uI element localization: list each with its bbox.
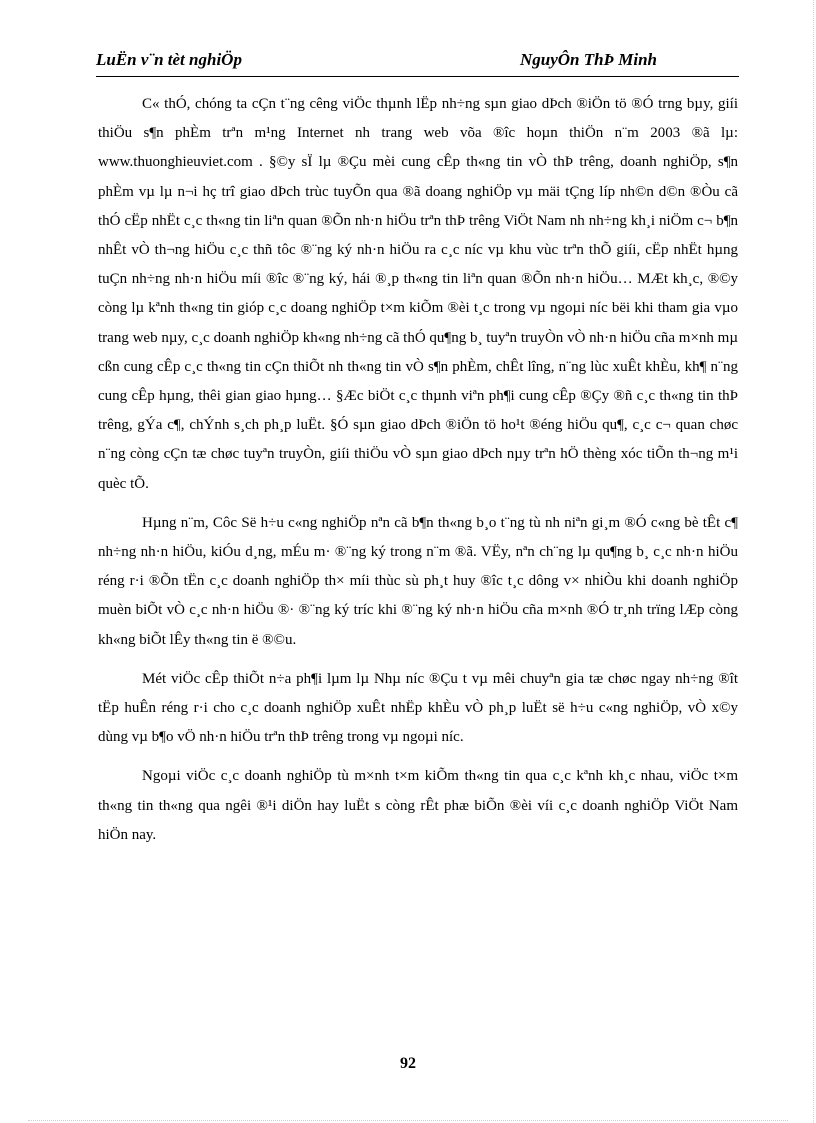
thesis-title: LuËn v¨n tèt nghiÖp <box>96 50 242 69</box>
paragraph-1: C« thÓ, chóng ta cÇn t¨ng cêng viÖc thµnh lËp nh÷ng sµn giao dÞch ®iÖn tö ®Ó trng bµy, giíi thiÖu s¶n phÈm trªn m¹ng Internet nh trang web võa ®îc hoµn thiÖn n¨m 2003 ®ã lµ: www.thuonghieuviet.com . §©y sÏ lµ ®Çu mèi cung cÊp th«ng tin vÒ thÞ trêng, doanh nghiÖp, s¶n phÈm vµ lµ n¬i hç trî giao dÞch trùc tuyÕn qua ®ã doang nghiÖp vµ mäi tÇng líp nh©n d©n ®Òu cã thÓ cËp nhËt c¸c th«ng tin liªn quan ®Õn nh·n hiÖu trªn thÞ trêng ViÖt Nam nh nh÷ng kh¸i niÖm c¬ b¶n nhÊt vÒ th¬ng hiÖu c¸c thñ tôc ®¨ng ký nh·n hiÖu ra c¸c níc vµ khu vùc trªn thÕ giíi, cËp nhËt hµng tuÇn nh÷ng nh·n hiÖu míi ®îc ®¨ng ký, hái ®¸p th«ng tin liªn quan ®Õn nh·n hiÖu… MÆt kh¸c, ®©y còng lµ kªnh th«ng tin gióp c¸c doang nghiÖp t×m kiÕm ®èi t¸c trong vµ ngoµi níc bëi khi tham gia vµo trang web nµy, c¸c doanh nghiÖp kh«ng nh÷ng cã thÓ qu¶ng b¸ tuyªn truyÒn vÒ nh·n hiÖu cña m×nh mµ cßn cung cÊp c¸c th«ng tin cÇn thiÕt nh th«ng tin vÒ s¶n phÈm, chÊt lîng, n¨ng lùc xuÊt khÈu, kh¶ n¨ng cung cÊp hµng, thêi gian giao hµng… §Æc biÖt c¸c thµnh viªn ph¶i cung cÊp ®Çy ®ñ c¸c th«ng tin thÞ trêng, gÝa c¶, chÝnh s¸ch ph¸p luËt. §Ó sµn giao dÞch ®iÖn tö ho¹t ®éng hiÖu qu¶, c¸c c¬ quan chøc n¨ng còng cÇn tæ chøc tuyªn truyÒn, giíi thiÖu vÒ sµn giao dÞch nµy trªn hÖ thèng xóc tiÕn th¬ng m¹i quèc tÕ. <box>98 96 738 492</box>
body-text <box>98 90 738 860</box>
header-rule <box>96 76 739 77</box>
author-name: NguyÔn ThÞ Minh <box>520 50 657 69</box>
paragraph-3: Mét viÖc cÊp thiÕt n÷a ph¶i lµm lµ Nhµ níc ®Çu t vµ mêi chuyªn gia tæ chøc ngay nh÷ng ®ît tËp huÊn réng r·i cho c¸c doanh nghiÖp xuÊt nhËp khÈu vÒ ph¸p luËt së h÷u c«ng nghiÖp, vÒ x©y dùng vµ b¶o vÖ nh·n hiÖu trªn thÞ trêng trong vµ ngoµi níc. <box>98 670 738 746</box>
paragraph-4: Ngoµi viÖc c¸c doanh nghiÖp tù m×nh t×m kiÕm th«ng tin qua c¸c kªnh kh¸c nhau, viÖc t×m th«ng tin th«ng qua ngêi ®¹i diÖn hay luËt s còng rÊt phæ biÕn ®èi víi c¸c doanh nghiÖp ViÖt Nam hiÖn nay. <box>98 768 738 843</box>
paragraph-2: Hµng n¨m, Côc Së h÷u c«ng nghiÖp nªn cã b¶n th«ng b¸o t¨ng tù nh niªn gi¸m ®Ó c«ng bè tÊt c¶ nh÷ng nh·n hiÖu, kiÓu d¸ng, mÉu m· ®¨ng ký trong n¨m ®ã. VËy, nªn ch¨ng lµ qu¶ng b¸ c¸c nh·n hiÖu réng r·i ®Õn tËn c¸c doanh nghiÖp th× míi thùc sù ph¸t huy ®îc t¸c dông v× nhiÒu khi doanh nghiÖp muèn biÕt vÒ c¸c nh·n hiÖu ®· ®¨ng ký tríc khi ®¨ng ký nh·n hiÖu cña m×nh ®Ó tr¸nh trïng lÆp còng kh«ng biÕt lÊy th«ng tin ë ®©u. <box>98 514 738 648</box>
bottom-border <box>28 1120 788 1121</box>
right-border <box>813 0 814 1123</box>
running-header <box>96 50 739 74</box>
page-number: 92 <box>400 1055 416 1072</box>
